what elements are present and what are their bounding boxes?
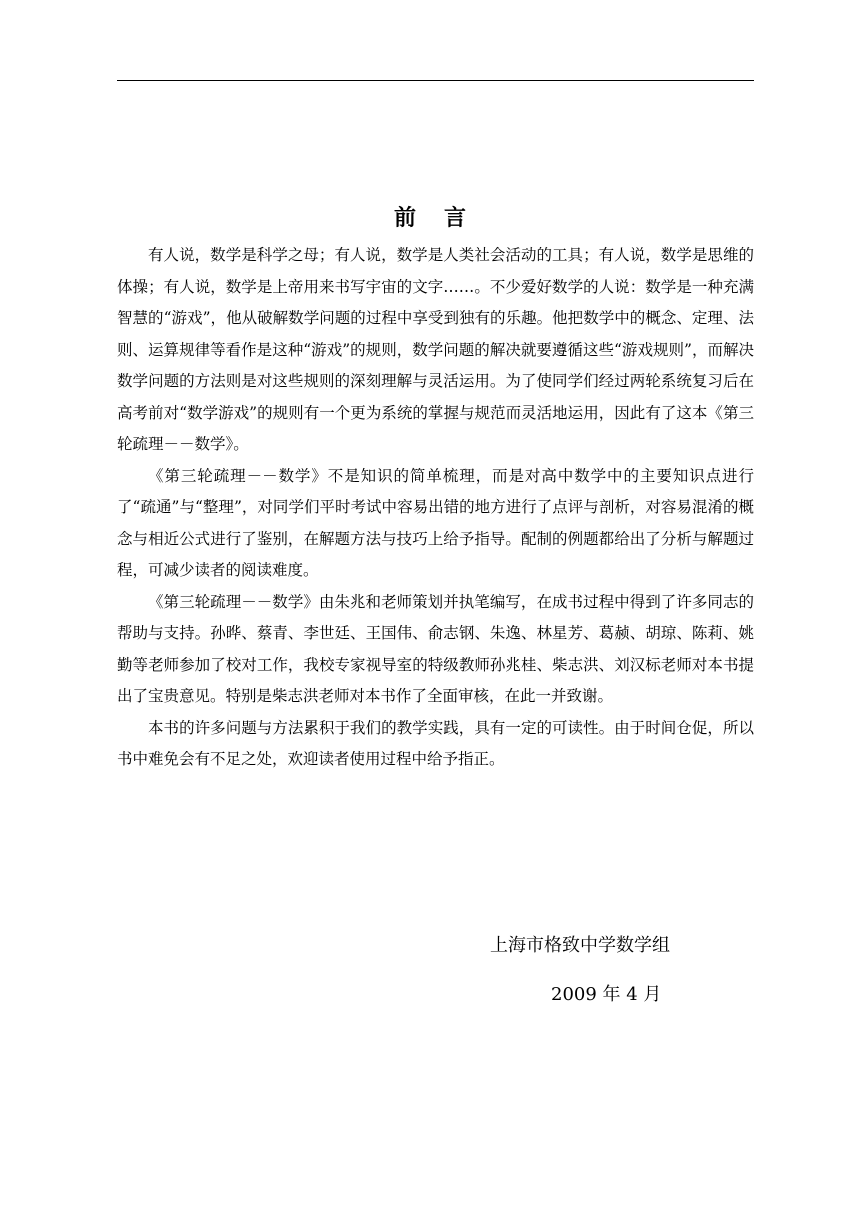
paragraph-3: 《第三轮疏理－－数学》由朱兆和老师策划并执笔编写，在成书过程中得到了许多同志的帮助与支持。孙晔、蔡青、李世廷、王国伟、俞志钢、朱逸、林星芳、葛赪、胡琼、陈莉、姚勤等老师参加了校对工作，我校专家视导室的特级教师孙兆桂、柴志洪、刘汉标老师对本书提出了宝贵意见。特别是柴志洪老师对本书作了全面审核，在此一并致谢。 [117, 592, 754, 705]
preface-body [117, 240, 754, 776]
paragraph-1: 有人说，数学是科学之母；有人说，数学是人类社会活动的工具；有人说，数学是思维的体操；有人说，数学是上帝用来书写宇宙的文字……。不少爱好数学的人说：数学是一种充满智慧的“游戏”，他从破解数学问题的过程中享受到独有的乐趣。他把数学中的概念、定理、法则、运算规律等看作是这种“游戏”的规则，数学问题的解决就要遵循这些“游戏规则”，而解决数学问题的方法则是对这些规则的深刻理解与灵活运用。为了使同学们经过两轮系统复习后在高考前对“数学游戏”的规则有一个更为系统的掌握与规范而灵活地运用，因此有了这本《第三轮疏理－－数学》。 [117, 246, 754, 453]
signature-date: 2009 年 4 月 [551, 984, 662, 1005]
header-rule [117, 80, 754, 81]
paragraph-4: 本书的许多问题与方法累积于我们的教学实践，具有一定的可读性。由于时间仓促，所以书中难免会有不足之处，欢迎读者使用过程中给予指正。 [117, 718, 754, 768]
signature-organization: 上海市格致中学数学组 [490, 935, 670, 956]
paragraph-2: 《第三轮疏理－－数学》不是知识的简单梳理，而是对高中数学中的主要知识点进行了“疏通”与“整理”，对同学们平时考试中容易出错的地方进行了点评与剖析，对容易混淆的概念与相近公式进行了鉴别，在解题方法与技巧上给予指导。配制的例题都给出了分析与解题过程，可减少读者的阅读难度。 [117, 466, 754, 579]
page-title: 前言 [393, 205, 494, 231]
